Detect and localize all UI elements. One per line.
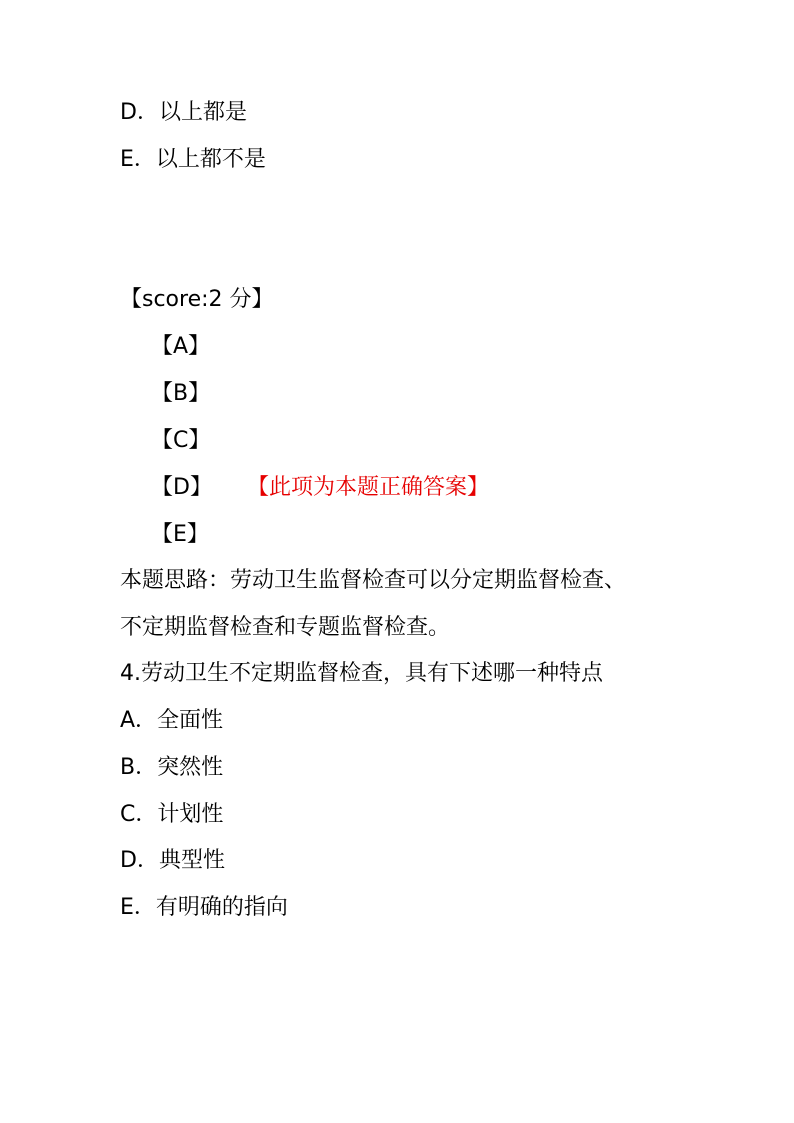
question-4-option-b: B．突然性 [120, 755, 224, 780]
question-4-option-e: E．有明确的指向 [120, 895, 288, 920]
question-4-option-d: D．典型性 [120, 848, 225, 873]
answer-e: 【E】 [151, 522, 209, 547]
question-4-option-c: C．计划性 [120, 802, 224, 827]
answer-a: 【A】 [151, 334, 211, 359]
answer-d-row [151, 473, 489, 503]
question-4-option-a: A．全面性 [120, 708, 224, 733]
answer-b: 【B】 [151, 381, 211, 406]
answer-c: 【C】 [151, 428, 211, 453]
correct-answer-note: 【此项为本题正确答案】 [257, 475, 489, 500]
prev-option-e: E．以上都不是 [120, 147, 266, 172]
explanation-line-2: 不定期监督检查和专题监督检查。 [120, 615, 451, 640]
explanation-line-1: 本题思路：劳动卫生监督检查可以分定期监督检查、 [120, 568, 627, 593]
answer-d: 【D】 [151, 475, 212, 500]
question-4-stem: 4.劳动卫生不定期监督检查，具有下述哪一种特点 [120, 661, 603, 686]
score-label: 【score:2 分】 [120, 287, 274, 312]
prev-option-d: D．以上都是 [120, 100, 247, 125]
